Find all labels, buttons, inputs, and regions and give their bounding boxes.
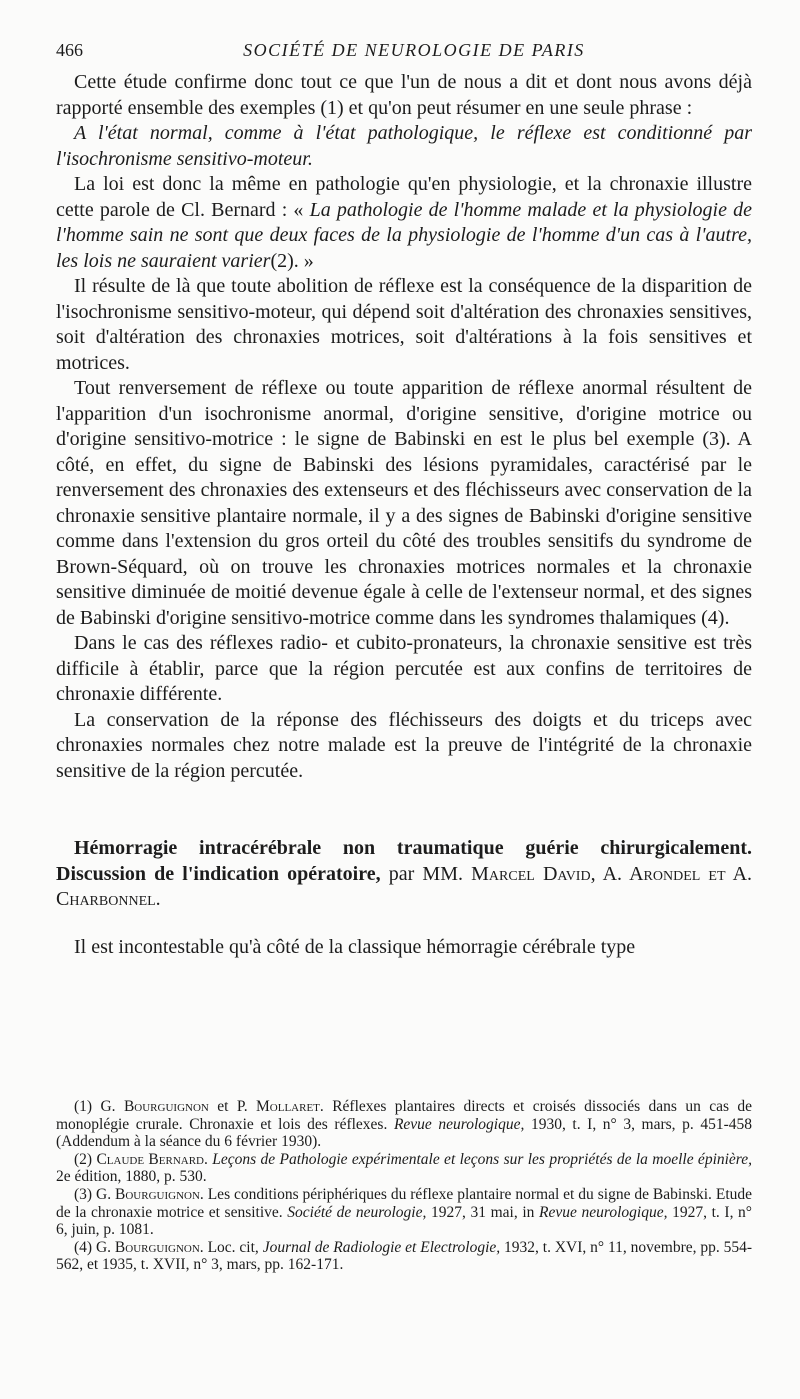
fn1-journal: Revue neurologique, <box>393 1115 525 1133</box>
footnote-1 <box>56 1098 752 1151</box>
paragraph-7: La conservation de la réponse des fléchisseurs des doigts et du triceps avec chronaxies normales chez notre malade est la preuve de l'intégrité de la chronaxie sensitive de la région percutée. <box>56 708 752 782</box>
footnote-3 <box>56 1186 752 1239</box>
paragraph-3-tail: (2). » <box>270 249 314 272</box>
paragraph-1: Cette étude confirme donc tout ce que l'un de nous a dit et dont nous avons déjà rapporté ensemble des exemples (1) et qu'on peut résumer en une seule phrase : <box>56 71 752 119</box>
fn1-author: Bourguignon <box>123 1098 209 1115</box>
fn3-title: Les conditions périphériques du réflexe plantaire normal et du signe de Babinski. Etude de la chronaxie motrice et sensitive. <box>56 1185 753 1221</box>
section-intro: Il est incontestable qu'à côté de la classique hémorragie cérébrale type <box>74 935 636 958</box>
footnotes <box>56 1098 752 1274</box>
section-title <box>56 836 752 913</box>
fn1-ref: 1930, t. I, n° 3, mars, p. 451-458 (Addendum à la séance du 6 février 1930). <box>56 1115 753 1151</box>
paragraph-4: Il résulte de là que toute abolition de réflexe est la conséquence de la disparition de l'isochronisme sensitivo-moteur, qui dépend soit d'altération des chronaxies sensitives, soit d'altération des chronaxies motrices, soit d'altérations à la fois sensitives et motrices. <box>56 275 752 374</box>
fn1-author2: Mollaret. <box>256 1098 324 1115</box>
fn1-prefix: (1) G. <box>74 1098 116 1115</box>
fn4-ref: 1932, t. XVI, n° 11, novembre, pp. 554-562, et 1935, t. XVII, n° 3, mars, pp. 162-171. <box>56 1238 753 1274</box>
fn2-title: Leçons de Pathologie expérimentale et leçons sur les propriétés de la moelle épinière, <box>212 1150 753 1168</box>
fn4-prefix: (4) G. <box>74 1238 112 1256</box>
journal-title: SOCIÉTÉ DE NEUROLOGIE DE PARIS <box>243 40 585 60</box>
fn3-journal2: Revue neurologique, <box>539 1203 668 1221</box>
paragraph-3 <box>56 172 752 274</box>
fn2-author: Claude Bernard. <box>96 1150 208 1168</box>
fn3-date: 1927, 31 mai, in <box>431 1203 535 1221</box>
running-head <box>56 40 752 70</box>
fn3-ref: 1927, t. I, n° 6, juin, p. 1081. <box>56 1203 753 1239</box>
fn2-ref: 2e édition, 1880, p. 530. <box>56 1168 207 1186</box>
paragraph-2-law: A l'état normal, comme à l'état pathologique, le réflexe est conditionné par l'isochronisme sensitivo-moteur. <box>56 122 752 170</box>
bernard-quote: La pathologie de l'homme malade et la physiologie de l'homme sain ne sont que deux faces de la physiologie de l'homme d'un cas à l'autre, les lois ne sauraient varier <box>56 198 752 272</box>
fn1-and: et P. <box>217 1098 248 1115</box>
body-text <box>56 70 752 960</box>
paragraph-5: Tout renversement de réflexe ou toute apparition de réflexe anormal résultent de l'apparition d'un isochronisme anormal, d'origine sensitive, d'origine motrice ou d'origine sensitivo-motrice : le signe de Babinski en est le plus bel exemple (3). A côté, en effet, du signe de Babinski des lésions pyramidales, caractérisé par le renversement des chronaxies des extenseurs et des fléchisseurs avec conservation de la chronaxie sensitive plantaire normale, il y a des signes de Babinski d'origine sensitive comme dans l'extension du gros orteil du côté des troubles sensitifs du syndrome de Brown-Séquard, où on trouve les chronaxies motrices normales et la chronaxie sensitive diminuée de moitié devenue égale à celle de l'extenseur normal, et des signes de Babinski d'origine sensitivo-motrice comme dans les syndromes thalamiques (4). <box>56 377 752 629</box>
fn3-prefix: (3) G. <box>74 1185 112 1203</box>
fn3-author: Bourguignon. <box>115 1185 204 1203</box>
fn4-loc: Loc. cit, <box>207 1238 259 1256</box>
fn4-journal: Journal de Radiologie et Electrologie, <box>262 1238 501 1256</box>
fn2-prefix: (2) <box>74 1150 93 1168</box>
section-authors: Marcel David, A. Arondel et A. Charbonnel. <box>56 862 753 910</box>
paragraph-6: Dans le cas des réflexes radio- et cubito-pronateurs, la chronaxie sensitive est très difficile à établir, parce que la région percutée est aux confins de territoires de chronaxie différente. <box>56 632 752 705</box>
fn1-title: Réflexes plantaires directs et croisés dissociés dans un cas de monoplégie crurale. Chronaxie et lois des réflexes. <box>56 1098 753 1133</box>
fn3-journal: Société de neurologie, <box>287 1203 427 1221</box>
fn4-author: Bourguignon. <box>114 1238 204 1256</box>
section-title-by: par MM. <box>388 862 463 885</box>
page-number: 466 <box>56 40 83 60</box>
footnote-2 <box>56 1151 752 1186</box>
paragraph-3-lead: La loi est donc la même en pathologie qu'en physiologie, et la chronaxie illustre cette parole de Cl. Bernard : « <box>56 173 752 221</box>
section-title-main: Hémorragie intracérébrale non traumatique guérie chirurgicalement. Discussion de l'indication opératoire, <box>56 837 752 885</box>
footnote-4 <box>56 1239 752 1274</box>
new-communication <box>56 836 752 960</box>
